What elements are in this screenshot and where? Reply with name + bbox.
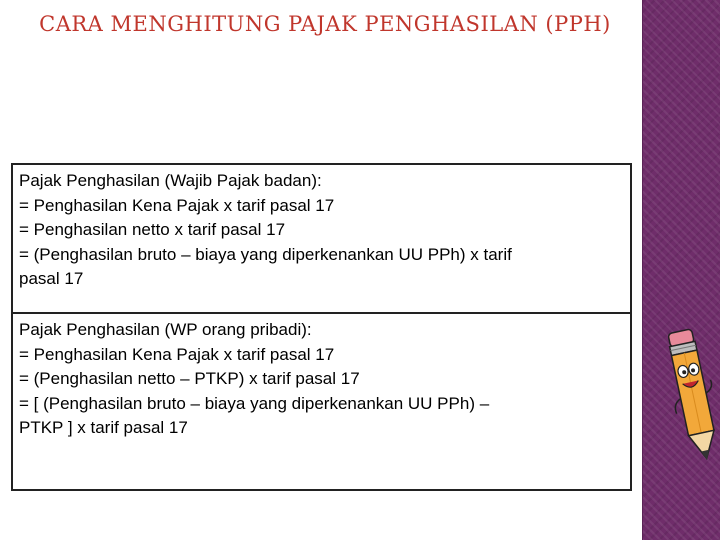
formula-line: = Penghasilan Kena Pajak x tarif pasal 17 bbox=[19, 344, 335, 364]
formula-box bbox=[11, 163, 632, 491]
formula-line: = (Penghasilan bruto – biaya yang diperkenankan UU PPh) x tarif bbox=[19, 244, 512, 264]
formula-line: = Penghasilan netto x tarif pasal 17 bbox=[19, 220, 286, 239]
individual-taxpayer-section bbox=[13, 314, 630, 489]
corporate-taxpayer-section bbox=[13, 165, 630, 314]
formula-line: = [ (Penghasilan bruto – biaya yang diperkenankan UU PPh) – bbox=[19, 393, 490, 413]
slide-title: CARA MENGHITUNG PAJAK PENGHASILAN (PPH) bbox=[39, 12, 611, 36]
pencil-cartoon-icon bbox=[664, 326, 720, 472]
formula-line: = Penghasilan Kena Pajak x tarif pasal 17 bbox=[19, 195, 335, 215]
section-heading: Pajak Penghasilan (Wajib Pajak badan): bbox=[19, 171, 322, 190]
formula-line: PTKP ] x tarif pasal 17 bbox=[19, 418, 188, 437]
formula-line: pasal 17 bbox=[19, 269, 84, 288]
formula-line: = (Penghasilan netto – PTKP) x tarif pasal 17 bbox=[19, 369, 360, 388]
section-heading: Pajak Penghasilan (WP orang pribadi): bbox=[19, 320, 312, 339]
